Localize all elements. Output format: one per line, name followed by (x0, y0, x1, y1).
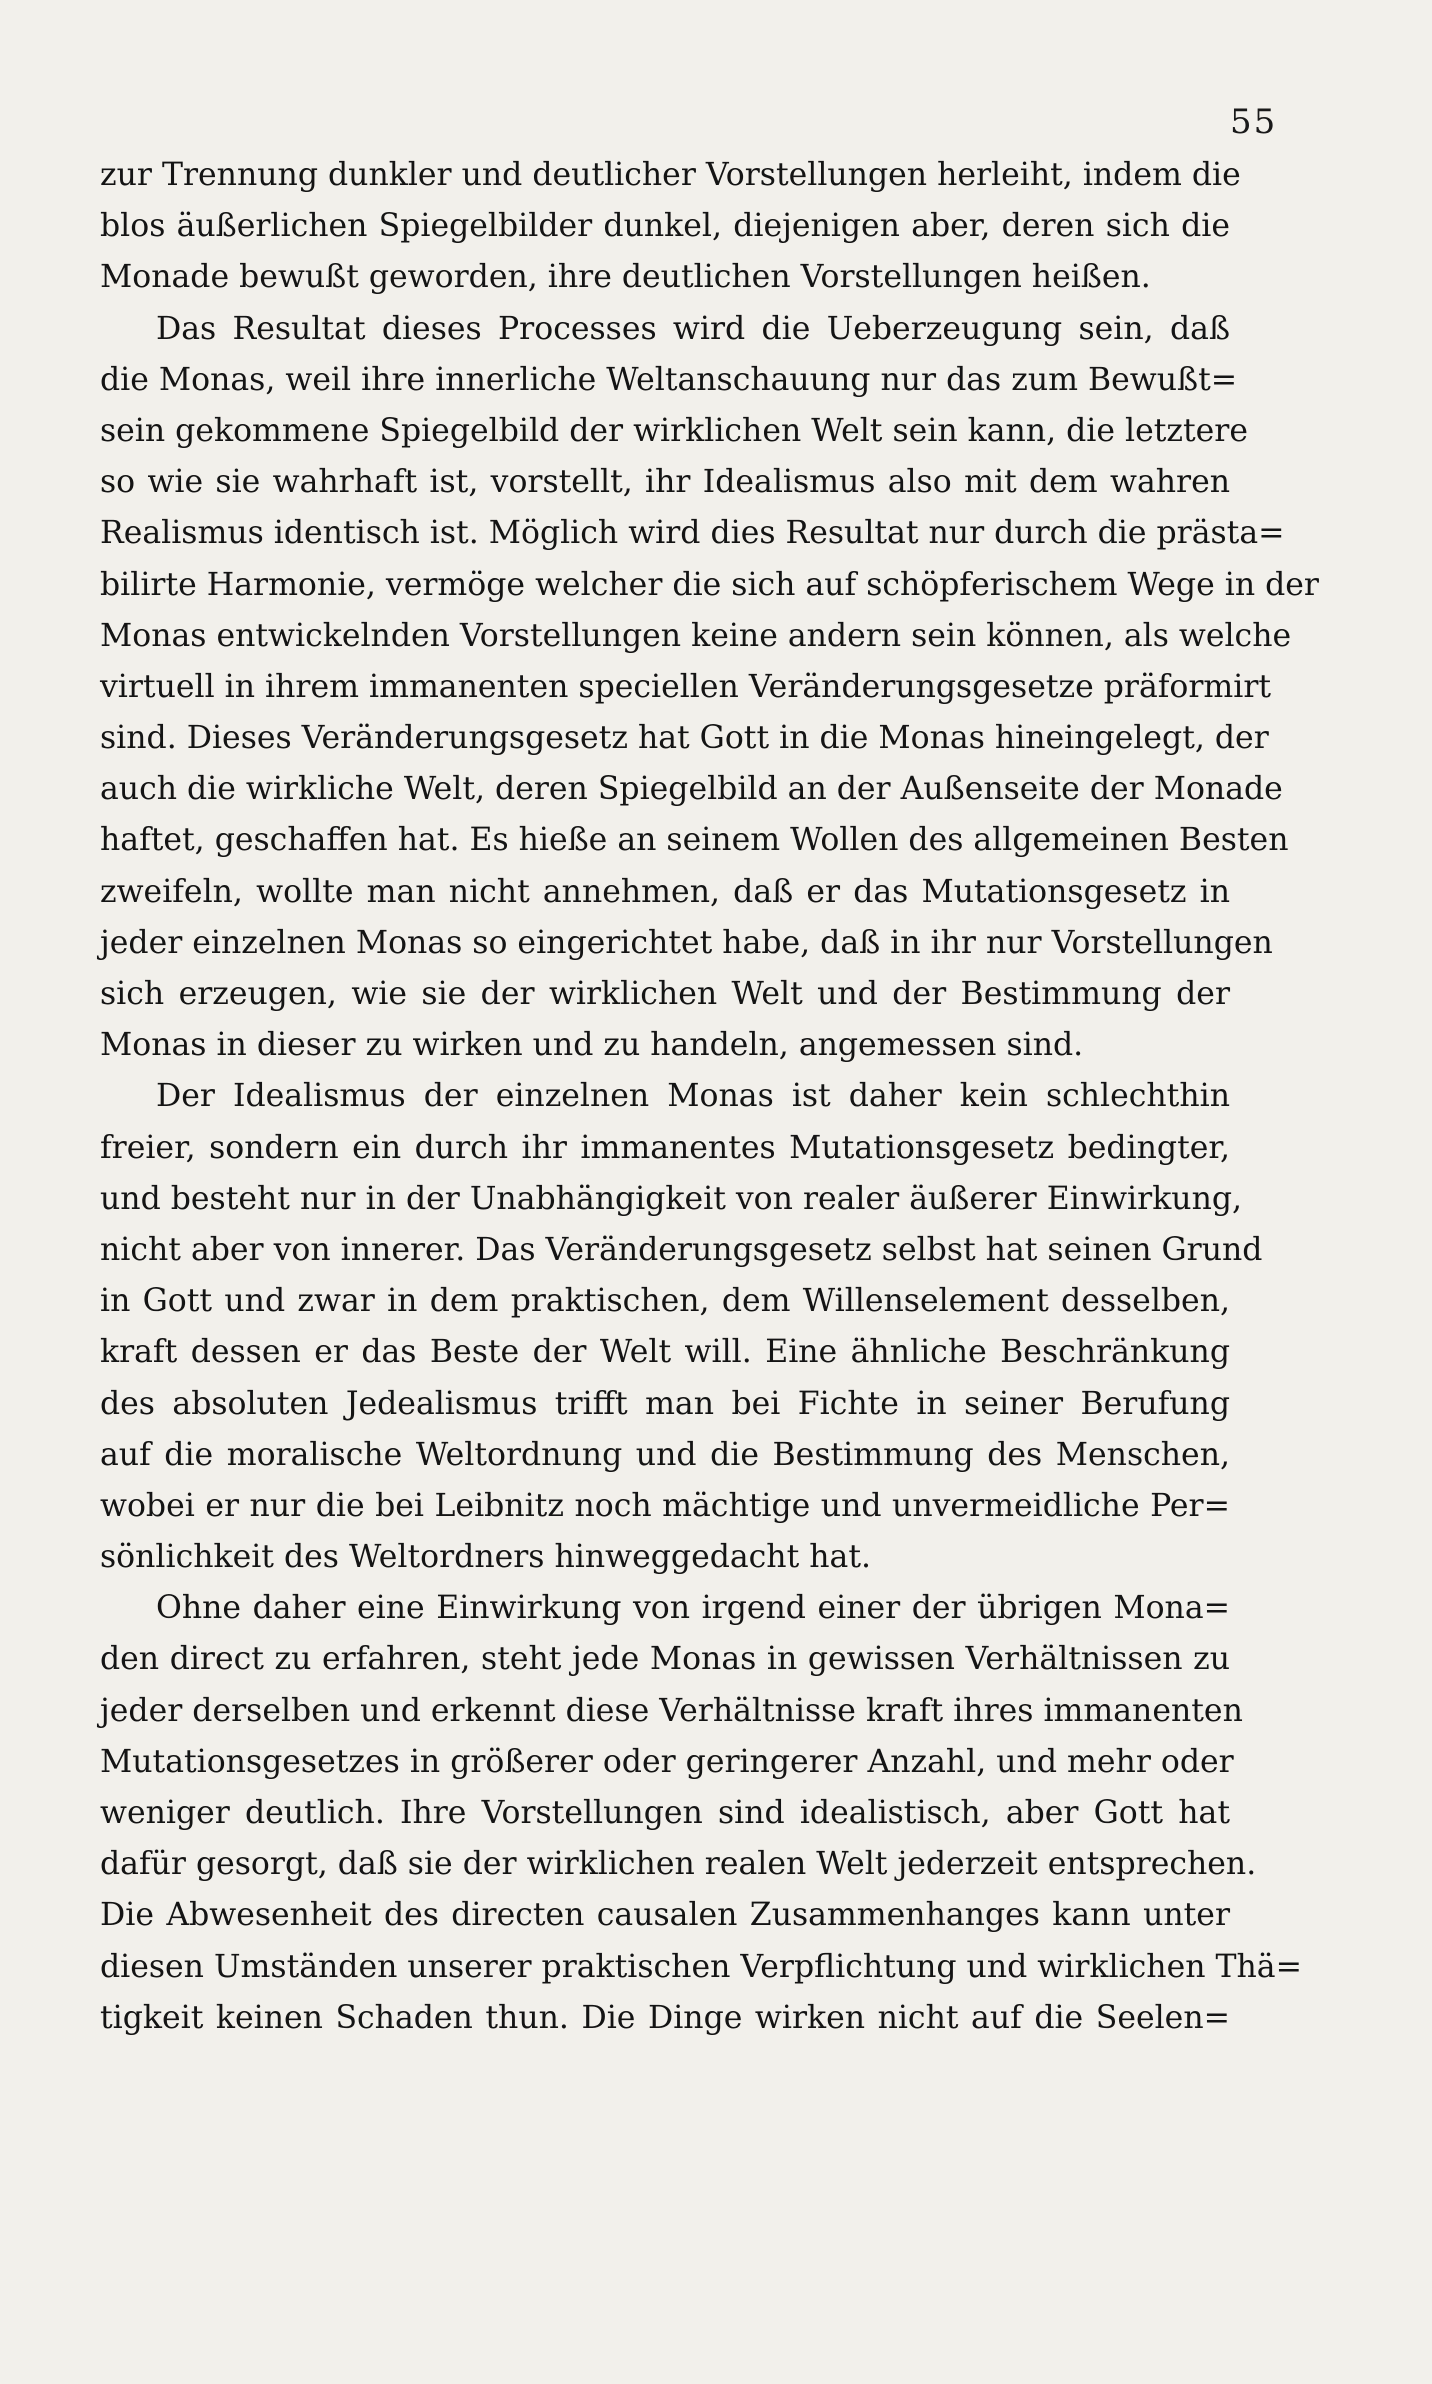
text-line: sich erzeugen, wie sie der wirklichen Welt und der Bestimmung der (100, 976, 1230, 1012)
text-line: Das Resultat dieses Processes wird die Ueberzeugung sein, daß (156, 310, 1230, 347)
text-line: des absoluten Jedealismus trifft man bei Fichte in seiner Berufung (100, 1385, 1230, 1422)
text-line: freier, sondern ein durch ihr immanentes Mutationsgesetz bedingter, (100, 1129, 1230, 1166)
text-line: den direct zu erfahren, steht jede Monas in gewissen Verhältnissen zu (100, 1641, 1230, 1678)
text-line: und besteht nur in der Unabhängigkeit von realer äußerer Einwirkung, (100, 1180, 1243, 1217)
paragraph (100, 304, 1319, 1072)
text-line: jeder einzelnen Monas so eingerichtet habe, daß in ihr nur Vorstellungen (100, 924, 1273, 961)
text-line: Mutationsgesetzes in größerer oder geringerer Anzahl, und mehr oder (100, 1743, 1234, 1780)
text-line: in Gott und zwar in dem praktischen, dem Willenselement desselben, (100, 1283, 1230, 1320)
page-number: 55 (1230, 102, 1278, 142)
text-line: Ohne daher eine Einwirkung von irgend einer der übrigen Mona= (156, 1590, 1230, 1627)
paragraph (100, 1583, 1302, 2044)
text-line: diesen Umständen unserer praktischen Verpflichtung und wirklichen Thä= (100, 1948, 1302, 1985)
text-line: Monas in dieser zu wirken und zu handeln, angemessen sind. (100, 1027, 1084, 1064)
text-line: die Monas, weil ihre innerliche Weltanschauung nur das zum Bewußt= (100, 361, 1238, 398)
text-line: bilirte Harmonie, vermöge welcher die sich auf schöpferischem Wege in der (100, 566, 1319, 603)
text-line: zur Trennung dunkler und deutlicher Vorstellungen herleiht, indem die (100, 157, 1241, 193)
text-line: jeder derselben und erkennt diese Verhältnisse kraft ihres immanenten (100, 1692, 1243, 1729)
text-line: so wie sie wahrhaft ist, vorstellt, ihr Idealismus also mit dem wahren (100, 464, 1230, 501)
text-line: Die Abwesenheit des directen causalen Zusammenhanges kann unter (100, 1897, 1230, 1934)
text-line: haftet, geschaffen hat. Es hieße an seinem Wollen des allgemeinen Besten (100, 822, 1289, 859)
text-line: kraft dessen er das Beste der Welt will. Eine ähnliche Beschränkung (100, 1334, 1230, 1371)
text-line: Der Idealismus der einzelnen Monas ist daher kein schlechthin (156, 1078, 1230, 1115)
text-line: virtuell in ihrem immanenten speciellen Veränderungsgesetze präformirt (100, 668, 1272, 705)
text-line: sein gekommene Spiegelbild der wirklichen Welt sein kann, die letztere (100, 412, 1248, 449)
text-line: wobei er nur die bei Leibnitz noch mächtige und unvermeidliche Per= (100, 1487, 1230, 1524)
text-line: sind. Dieses Veränderungsgesetz hat Gott in die Monas hineingelegt, der (100, 720, 1269, 757)
text-line: tigkeit keinen Schaden thun. Die Dinge wirken nicht auf die Seelen= (100, 1999, 1230, 2036)
text-line: blos äußerlichen Spiegelbilder dunkel, diejenigen aber, deren sich die (100, 208, 1230, 245)
text-line: Monas entwickelnden Vorstellungen keine andern sein können, als welche (100, 617, 1292, 654)
text-line: nicht aber von innerer. Das Veränderungsgesetz selbst hat seinen Grund (100, 1231, 1263, 1268)
text-line: weniger deutlich. Ihre Vorstellungen sind idealistisch, aber Gott hat (100, 1795, 1230, 1831)
paragraph (100, 1071, 1263, 1583)
text-line: auch die wirkliche Welt, deren Spiegelbild an der Außenseite der Monade (100, 771, 1283, 808)
text-line: zweifeln, wollte man nicht annehmen, daß er das Mutationsgesetz in (100, 873, 1230, 910)
text-line: dafür gesorgt, daß sie der wirklichen realen Welt jederzeit entsprechen. (100, 1846, 1257, 1883)
body-text (100, 150, 1319, 2044)
text-line: Monade bewußt geworden, ihre deutlichen Vorstellungen heißen. (100, 259, 1151, 296)
text-line: sönlichkeit des Weltordners hinweggedacht hat. (100, 1539, 871, 1576)
text-line: auf die moralische Weltordnung und die Bestimmung des Menschen, (100, 1436, 1230, 1473)
paragraph (100, 150, 1241, 304)
text-line: Realismus identisch ist. Möglich wird dies Resultat nur durch die prästa= (100, 515, 1285, 552)
